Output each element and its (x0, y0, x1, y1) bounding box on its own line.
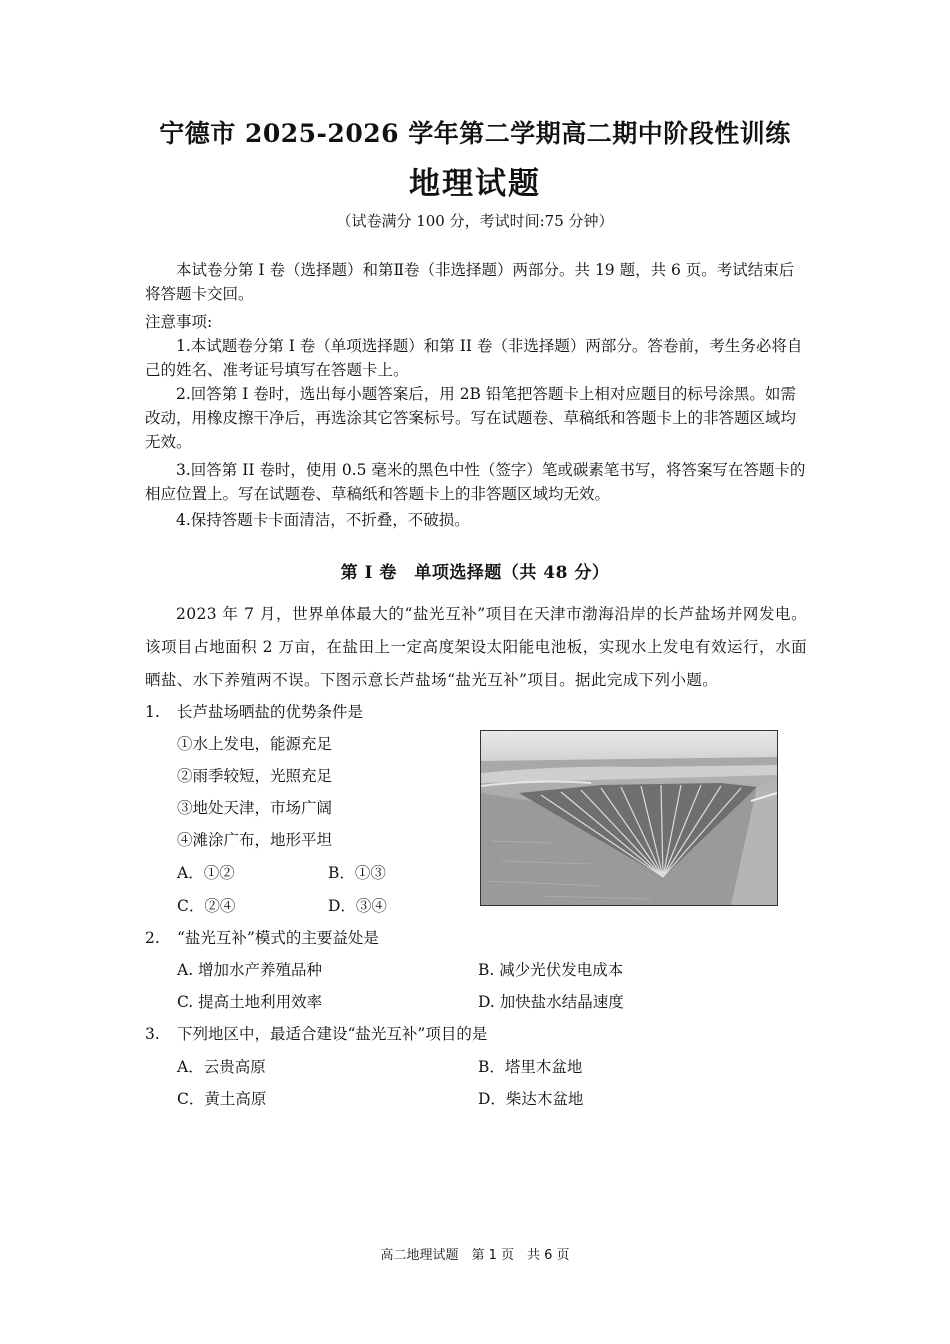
option-a[interactable]: A．①② (177, 864, 235, 882)
question-number: 2. (145, 929, 160, 947)
exam-info: （试卷满分 100 分，考试时间:75 分钟） (336, 212, 614, 230)
statement-1: ①水上发电，能源充足 (177, 735, 333, 753)
page-footer: 高二地理试题 第 1 页 共 6 页 (380, 1248, 570, 1263)
question-number: 1. (145, 703, 160, 721)
note-3: 3.回答第 II 卷时，使用 0.5 毫米的黑色中性（签字）笔或碳素笔书写，将答案写在答题卡的相应位置上。写在试题卷、草稿纸和答题卡上的非答题区域均无效。 (145, 461, 806, 503)
section-title: 第 I 卷 单项选择题（共 48 分） (340, 563, 610, 583)
option-d[interactable]: D．柴达木盆地 (478, 1090, 584, 1108)
note-4: 4.保持答题卡卡面清洁，不折叠，不破损。 (176, 511, 470, 529)
option-a[interactable]: A．云贵高原 (177, 1058, 266, 1076)
option-c[interactable]: C. 提高土地利用效率 (177, 993, 323, 1011)
question-3 (145, 1022, 487, 1044)
salt-solar-photo (480, 730, 778, 906)
question-1 (145, 700, 363, 722)
option-b[interactable]: B．①③ (328, 864, 386, 882)
notes-title: 注意事项: (145, 313, 213, 331)
option-c[interactable]: C．②④ (177, 897, 236, 915)
option-b[interactable]: B. 减少光伏发电成本 (478, 961, 624, 979)
material-text: 2023 年 7 月，世界单体最大的“盐光互补”项目在天津市渤海沿岸的长芦盐场并网发电。该项目占地面积 2 万亩，在盐田上一定高度架设太阳能电池板，实现水上发电有效运行，水面晒盐、水下养殖两不误。下图示意长芦盐场“盐光互补”项目。据此完成下列小题。 (145, 605, 807, 689)
statement-2: ②雨季较短，光照充足 (177, 767, 333, 785)
statement-4: ④滩涂广布，地形平坦 (177, 831, 333, 849)
statement-3: ③地处天津，市场广阔 (177, 799, 333, 817)
question-stem: “盐光互补”模式的主要益处是 (177, 929, 379, 947)
note-2: 2.回答第 I 卷时，选出每小题答案后，用 2B 铅笔把答题卡上相对应题目的标号涂黑。如需改动，用橡皮擦干净后，再选涂其它答案标号。写在试题卷、草稿纸和答题卡上的非答题区域均无效。 (145, 385, 797, 451)
note-1: 1.本试题卷分第 I 卷（单项选择题）和第 II 卷（非选择题）两部分。答卷前，考生务必将自己的姓名、准考证号填写在答题卡上。 (145, 337, 803, 379)
option-d[interactable]: D. 加快盐水结晶速度 (478, 993, 624, 1011)
question-stem: 长芦盐场晒盐的优势条件是 (177, 703, 364, 721)
question-2 (145, 926, 379, 948)
subject-title: 地理试题 (409, 166, 541, 202)
option-b[interactable]: B．塔里木盆地 (478, 1058, 583, 1076)
exam-title: 宁德市 2025-2026 学年第二学期高二期中阶段性训练 (159, 119, 791, 148)
option-a[interactable]: A. 增加水产养殖品种 (177, 961, 323, 979)
intro-text: 本试卷分第 I 卷（选择题）和第Ⅱ卷（非选择题）两部分。共 19 题，共 6 页。考试结束后将答题卡交回。 (145, 261, 795, 303)
question-stem: 下列地区中，最适合建设“盐光互补”项目的是 (177, 1025, 488, 1043)
question-number: 3. (145, 1025, 160, 1043)
option-d[interactable]: D．③④ (328, 897, 387, 915)
option-c[interactable]: C．黄土高原 (177, 1090, 267, 1108)
